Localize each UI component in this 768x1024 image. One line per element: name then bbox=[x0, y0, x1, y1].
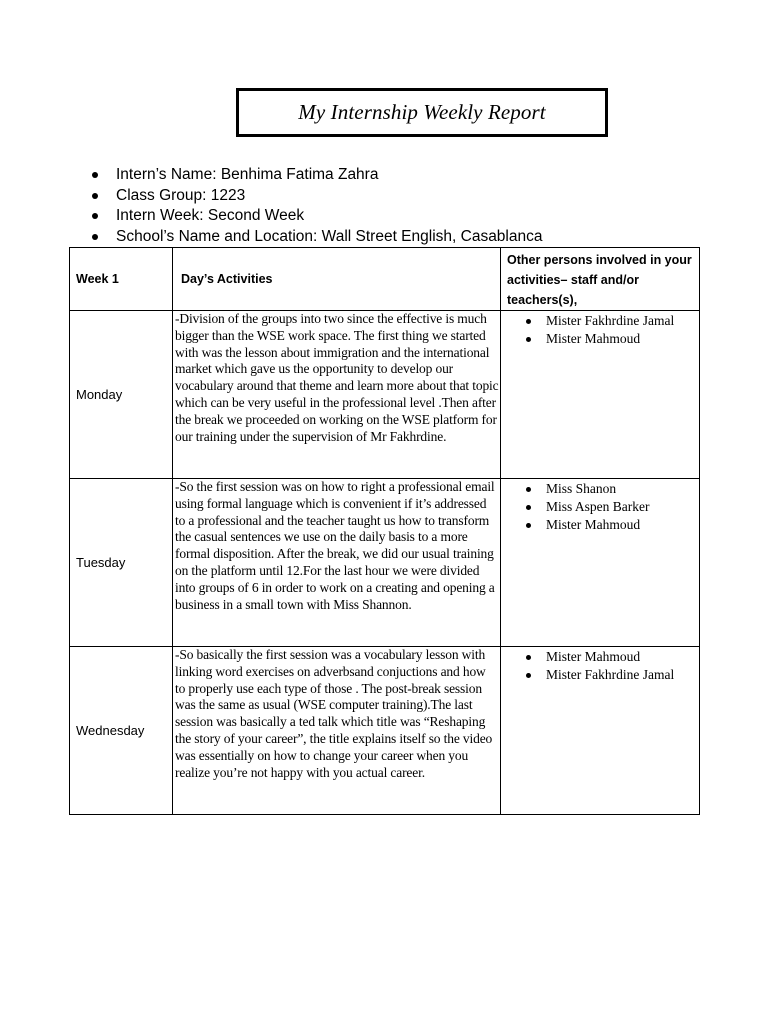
table-header-row bbox=[70, 248, 700, 311]
activities-monday: -Division of the groups into two since the effective is much bigger than the WSE work space. The first thing we started with was the lesson about immigration and the international market which gave us the opportunity to develop our vocabulary around that theme and learn more about that topic which can be very useful in the professional level .Then after the break we proceeded on working on the WSE platform for our training under the supervision of Mr Fakhrdine. bbox=[173, 311, 501, 479]
person-item: Mister Mahmoud bbox=[501, 516, 699, 534]
table-row bbox=[70, 647, 700, 815]
activities-tuesday: -So the first session was on how to right a professional email using formal language which is convenient if it’s addressed to a professional and the teacher taught us how to transform the casual sentences we use on the daily basis to a more formal disposition. After the break, we did our usual training on the platform until 12.For the last hour we were divided into groups of 6 in order to work on a creating and opening a business in a small town with Miss Shannon. bbox=[173, 479, 501, 647]
person-item: Miss Shanon bbox=[501, 480, 699, 498]
person-item: Mister Mahmoud bbox=[501, 330, 699, 348]
activities-wednesday: -So basically the first session was a vocabulary lesson with linking word exercises on adverbsand conjuctions and how to properly use each type of those . The post-break session was the same as usual (WSE computer training).The last session was basically a ted talk which title was “Reshaping the story of your career”, the title explains itself so the video was essentially on how to change your career when you realize you’re not happy with you actual career. bbox=[173, 647, 501, 815]
person-item: Miss Aspen Barker bbox=[501, 498, 699, 516]
activities-table bbox=[69, 247, 700, 815]
person-item: Mister Mahmoud bbox=[501, 648, 699, 666]
day-monday: Monday bbox=[70, 311, 173, 479]
info-class-group: Class Group: 1223 bbox=[92, 186, 543, 207]
day-wednesday: Wednesday bbox=[70, 647, 173, 815]
table-row bbox=[70, 311, 700, 479]
person-item: Mister Fakhrdine Jamal bbox=[501, 312, 699, 330]
info-school: School’s Name and Location: Wall Street English, Casablanca bbox=[92, 227, 543, 248]
table-row bbox=[70, 479, 700, 647]
header-other-persons: Other persons involved in your activities– staff and/or teachers(s), bbox=[501, 248, 700, 311]
header-week: Week 1 bbox=[70, 248, 173, 311]
info-intern-week: Intern Week: Second Week bbox=[92, 206, 543, 227]
report-title: My Internship Weekly Report bbox=[298, 100, 546, 124]
info-intern-name: Intern’s Name: Benhima Fatima Zahra bbox=[92, 165, 543, 186]
report-title-box bbox=[236, 88, 608, 137]
person-item: Mister Fakhrdine Jamal bbox=[501, 666, 699, 684]
intern-info-list bbox=[92, 165, 543, 247]
people-wednesday bbox=[501, 647, 700, 815]
people-monday bbox=[501, 311, 700, 479]
people-tuesday bbox=[501, 479, 700, 647]
header-activities: Day’s Activities bbox=[173, 248, 501, 311]
day-tuesday: Tuesday bbox=[70, 479, 173, 647]
